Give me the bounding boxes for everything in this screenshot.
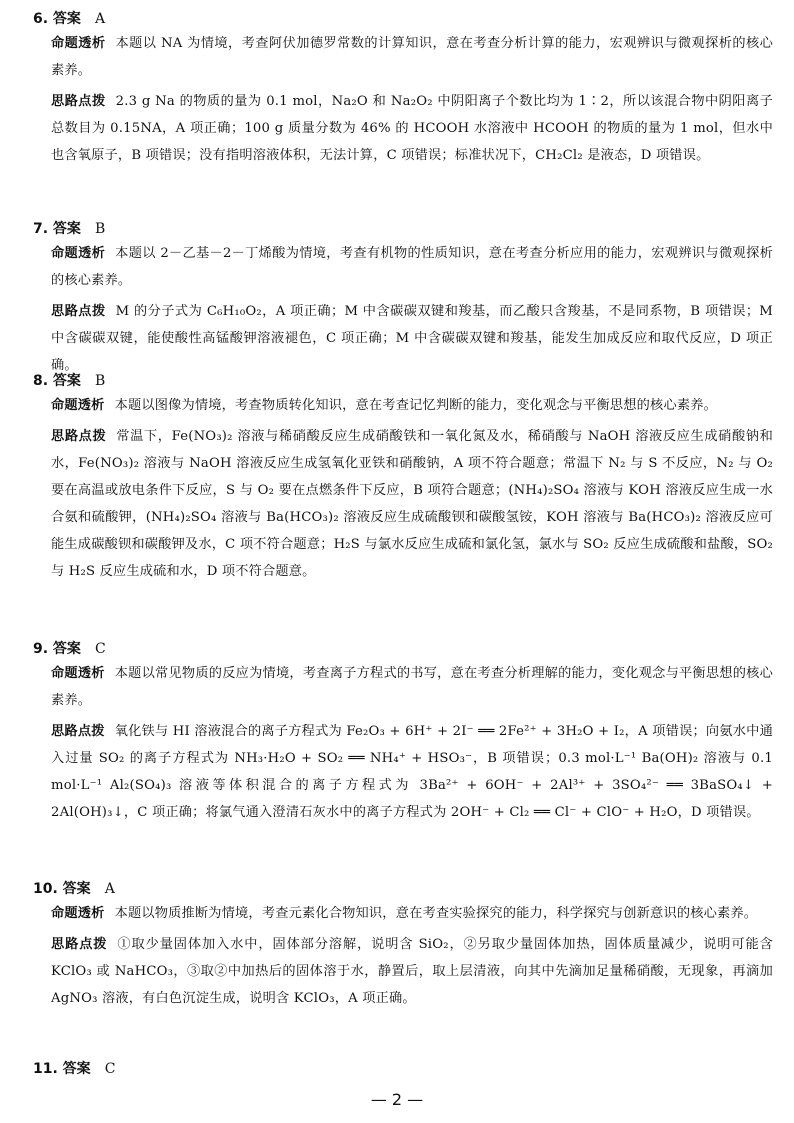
hint-label: 思路点拨 (51, 94, 106, 109)
page-number: — 2 — (370, 1090, 424, 1109)
analysis-text: 本题以物质推断为情境，考查元素化合物知识，意在考查实验探究的能力，科学探究与创新意识的核心素养。 (114, 906, 758, 921)
hint-label: 思路点拨 (51, 724, 105, 739)
question-head (33, 1058, 773, 1080)
answer-letter: C (94, 641, 106, 657)
hint-text: 常温下，Fe(NO₃)₂ 溶液与稀硝酸反应生成硝酸铁和一氧化氮及水，稀硝酸与 NaOH 溶液反应生成硝酸钠和水，Fe(NO₃)₂ 溶液与 NaOH 溶液反应生成氢氧化亚铁和硝酸钠，A 项不符合题意；常温下 N₂ 与 S 不反应，N₂ 与 O₂ 要在高温或放电条件下反应，S 与 O₂ 要在点燃条件下反应，B 项符合题意；(NH₄)₂SO₄ 溶液与 KOH 溶液反应生成一水合氨和硫酸钾，(NH₄)₂SO₄ 溶液与 Ba(HCO₃)₂ 溶液反应生成硫酸钡和碳酸氢铵，KOH 溶液与 Ba(HCO₃)₂ 溶液反应可能生成碳酸钡和碳酸钾及水，C 项不符合题意；H₂S 与氯水反应生成硫和氯化氢，氯水与 SO₂ 反应生成硫酸和盐酸，SO₂ 与 H₂S 反应生成硫和水，D 项不符合题意。 (51, 429, 773, 579)
question-7 (33, 218, 773, 379)
answer-letter: C (104, 1061, 116, 1077)
analysis-paragraph (51, 30, 773, 84)
hint-text: M 的分子式为 C₆H₁₀O₂，A 项正确；M 中含碳碳双键和羧基，而乙酸只含羧基，不是同系物，B 项错误；M 中含碳碳双键，能使酸性高锰酸钾溶液褪色，C 项正确；M 中含碳碳双键和羧基，能发生加成反应和取代反应，D 项正确。 (51, 304, 773, 373)
answer-letter: A (104, 881, 115, 897)
analysis-label: 命题透析 (51, 906, 105, 921)
question-head (33, 370, 773, 392)
hint-text: 2.3 g Na 的物质的量为 0.1 mol，Na₂O 和 Na₂O₂ 中阴阳离子个数比均为 1∶2，所以该混合物中阴阳离子总数目为 0.15NA，A 项正确；100 g 质量分数为 46% 的 HCOOH 水溶液中 HCOOH 的物质的量为 1 mol，但水中也含氧原子，B 项错误；没有指明溶液体积，无法计算，C 项错误；标准状况下，CH₂Cl₂ 是液态，D 项错误。 (51, 94, 773, 163)
question-number: 10. 答案 (33, 881, 91, 897)
answer-letter: B (94, 221, 106, 237)
question-10 (33, 878, 773, 1012)
question-number: 9. 答案 (33, 641, 81, 657)
question-8 (33, 370, 773, 585)
question-11 (33, 1058, 773, 1080)
hint-paragraph (51, 423, 773, 585)
question-head (33, 8, 773, 30)
analysis-label: 命题透析 (51, 666, 105, 681)
hint-text: ①取少量固体加入水中，固体部分溶解，说明含 SiO₂，②另取少量固体加热，固体质量减少，说明可能含 KClO₃ 或 NaHCO₃，③取②中加热后的固体溶于水，静置后，取上层清液，向其中先滴加足量稀硝酸，无现象，再滴加 AgNO₃ 溶液，有白色沉淀生成，说明含 KClO₃，A 项正确。 (51, 937, 773, 1006)
answer-letter: A (94, 11, 106, 27)
hint-label: 思路点拨 (51, 429, 107, 444)
hint-label: 思路点拨 (51, 304, 106, 319)
answer-letter: B (94, 373, 106, 389)
question-head (33, 878, 773, 900)
analysis-paragraph (51, 392, 773, 419)
question-number: 7. 答案 (33, 221, 81, 237)
analysis-paragraph (51, 660, 773, 714)
analysis-label: 命题透析 (51, 246, 106, 261)
hint-paragraph (51, 88, 773, 169)
analysis-paragraph (51, 900, 773, 927)
question-number: 8. 答案 (33, 373, 81, 389)
analysis-paragraph (51, 240, 773, 294)
analysis-label: 命题透析 (51, 36, 106, 51)
analysis-text: 本题以 2－乙基－2－丁烯酸为情境，考查有机物的性质知识，意在考查分析应用的能力，宏观辨识与微观探析的核心素养。 (51, 246, 773, 288)
hint-text: 氧化铁与 HI 溶液混合的离子方程式为 Fe₂O₃ + 6H⁺ + 2I⁻ ══ 2Fe²⁺ + 3H₂O + I₂，A 项错误；向氨水中通入过量 SO₂ 的离子方程式为 NH₃·H₂O + SO₂ ══ NH₄⁺ + HSO₃⁻，B 项错误；0.3 mol·L⁻¹ Ba(OH)₂ 溶液与 0.1 mol·L⁻¹ Al₂(SO₄)₃ 溶液等体积混合的离子方程式为 3Ba²⁺ + 6OH⁻ + 2Al³⁺ + 3SO₄²⁻ ══ 3BaSO₄↓ + 2Al(OH)₃↓，C 项正确；将氯气通入澄清石灰水中的离子方程式为 2OH⁻ + Cl₂ ══ Cl⁻ + ClO⁻ + H₂O，D 项错误。 (51, 724, 773, 820)
question-head (33, 218, 773, 240)
question-head (33, 638, 773, 660)
question-9 (33, 638, 773, 826)
analysis-text: 本题以图像为情境，考查物质转化知识，意在考查记忆判断的能力，变化观念与平衡思想的核心素养。 (114, 398, 717, 413)
analysis-text: 本题以 NA 为情境，考查阿伏加德罗常数的计算知识，意在考查分析计算的能力，宏观辨识与微观探析的核心素养。 (51, 36, 773, 78)
question-number: 6. 答案 (33, 11, 81, 27)
hint-paragraph (51, 718, 773, 826)
analysis-text: 本题以常见物质的反应为情境，考查离子方程式的书写，意在考查分析理解的能力，变化观念与平衡思想的核心素养。 (51, 666, 773, 708)
hint-label: 思路点拨 (51, 937, 108, 952)
hint-paragraph (51, 931, 773, 1012)
analysis-label: 命题透析 (51, 398, 105, 413)
question-number: 11. 答案 (33, 1061, 91, 1077)
question-6 (33, 8, 773, 169)
hint-paragraph (51, 298, 773, 379)
